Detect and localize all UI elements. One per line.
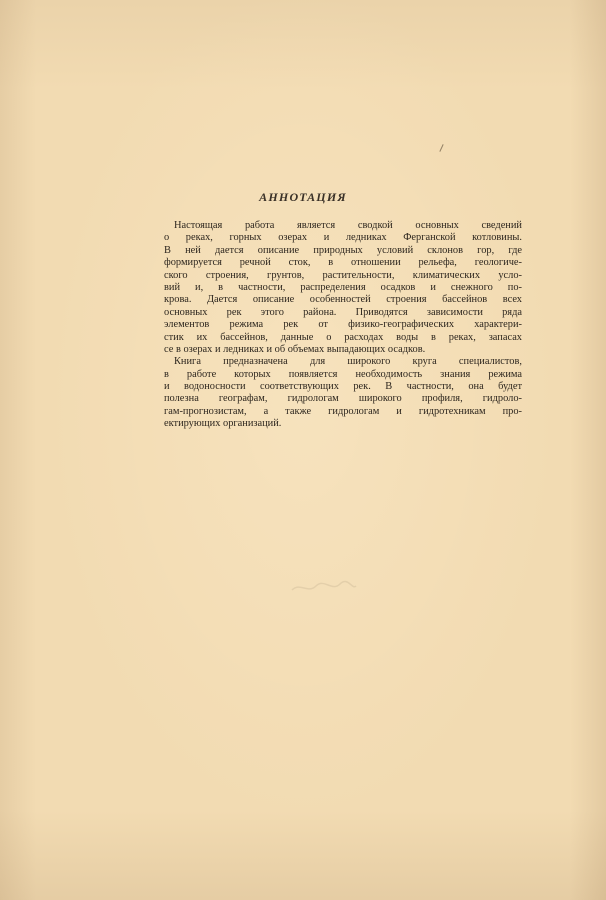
annotation-line: полезна географам, гидрологам широкого профиля, гидроло- <box>164 393 522 405</box>
annotation-line: ского строения, грунтов, растительности, климатических усло- <box>164 269 522 281</box>
annotation-line: и водоносности соответствующих рек. В частности, она будет <box>164 381 522 393</box>
annotation-line: вий и, в частности, распределения осадков и снежного по- <box>164 281 522 293</box>
annotation-line: формируется речной сток, в отношении рельефа, геологиче- <box>164 257 522 269</box>
annotation-line: гам-прогнозистам, а также гидрологам и гидротехникам про- <box>164 405 522 417</box>
pencil-tick-mark <box>439 144 443 152</box>
annotation-line: се в озерах и ледниках и об объемах выпадающих осадков. <box>164 343 426 355</box>
annotation-line: крова. Дается описание особенностей строения бассейнов всех <box>164 294 522 306</box>
annotation-line: элементов режима рек от физико-географических характери- <box>164 319 522 331</box>
annotation-line: Книга предназначена для широкого круга специалистов, <box>174 356 522 368</box>
annotation-line: ектирующих организаций. <box>164 418 282 430</box>
annotation-line: в работе которых появляется необходимость знания режима <box>164 368 522 380</box>
annotation-line: стик их бассейнов, данные о расходах воды в реках, запасах <box>164 331 522 343</box>
annotation-line: Настоящая работа является сводкой основных сведений <box>174 220 522 231</box>
faint-stamp-mark <box>288 576 358 600</box>
annotation-line: основных рек этого района. Приводятся зависимости ряда <box>164 306 522 318</box>
annotation-title: АННОТАЦИЯ <box>259 190 347 204</box>
annotation-line: В ней дается описание природных условий склонов гор, где <box>164 244 522 256</box>
annotation-body <box>164 220 522 431</box>
annotation-line: о реках, горных озерах и ледниках Ферганской котловины. <box>164 232 522 244</box>
